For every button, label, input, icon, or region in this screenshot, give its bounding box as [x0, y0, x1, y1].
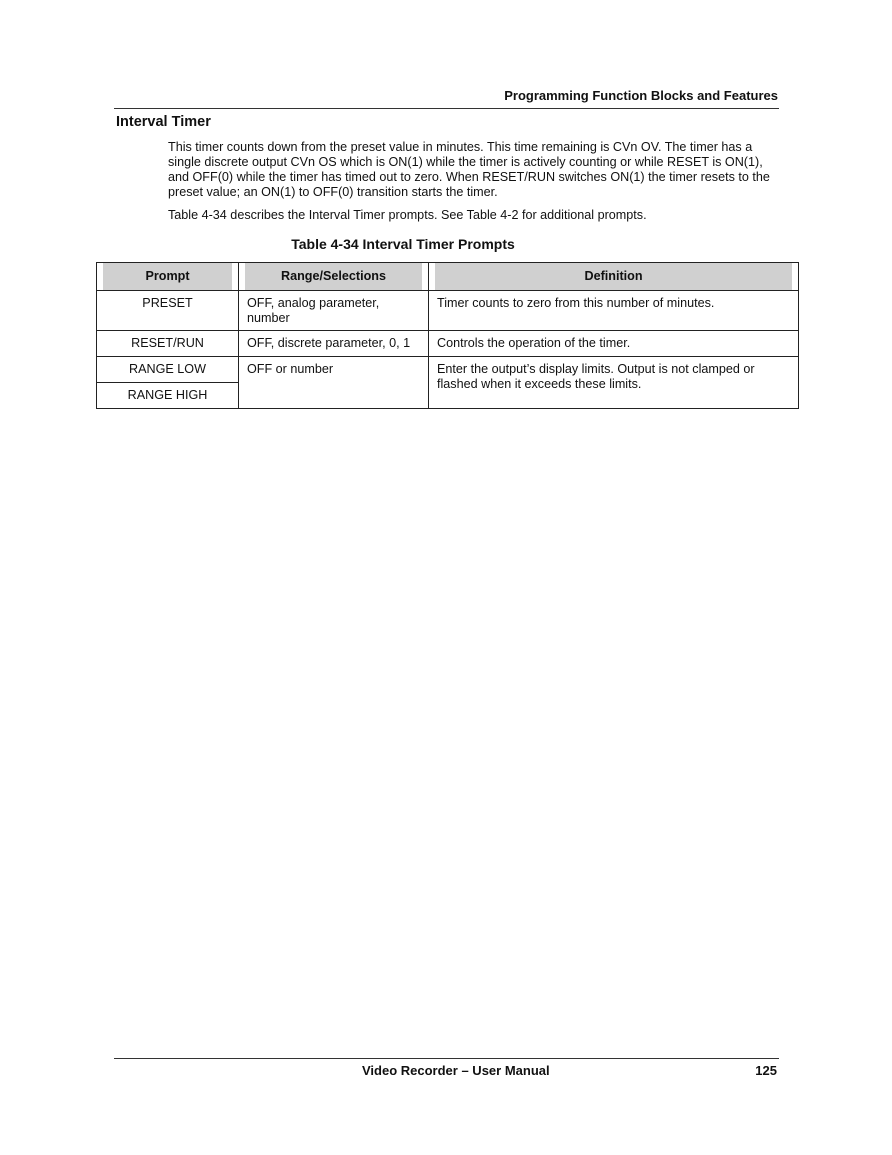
definition-cell: Controls the operation of the timer.: [429, 331, 799, 357]
definition-cell: Timer counts to zero from this number of minutes.: [429, 291, 799, 331]
footer-divider: [114, 1058, 779, 1059]
section-heading: Interval Timer: [116, 114, 211, 130]
definition-cell: Enter the output’s display limits. Output is not clamped or flashed when it exceeds these limits.: [429, 357, 799, 409]
range-cell: OFF, analog parameter, number: [239, 291, 429, 331]
prompt-cell: RESET/RUN: [97, 331, 239, 357]
column-header: Definition: [429, 263, 799, 291]
table-row: [97, 291, 799, 331]
body-paragraph: Table 4-34 describes the Interval Timer prompts. See Table 4-2 for additional prompts.: [168, 208, 647, 222]
prompt-cell: RANGE LOW: [97, 357, 239, 383]
column-header: Prompt: [97, 263, 239, 291]
page-header-title: Programming Function Blocks and Features: [504, 88, 778, 103]
table-header-row: [97, 263, 799, 291]
table-caption: Table 4-34 Interval Timer Prompts: [291, 236, 515, 252]
table-row: [97, 357, 799, 383]
body-paragraph: This timer counts down from the preset value in minutes. This time remaining is CVn OV. The timer has a single discrete output CVn OS which is ON(1) while the timer is actively counting or while RESET is ON(1), and OFF(0) while the timer has timed out to zero. When RESET/RUN switches ON(1) the timer resets to the preset value; an ON(1) to OFF(0) transition starts the timer.: [168, 140, 770, 199]
table-row: [97, 331, 799, 357]
range-cell: OFF or number: [239, 357, 429, 409]
prompts-table: [96, 262, 799, 409]
prompt-cell: RANGE HIGH: [97, 383, 239, 409]
header-divider: [114, 108, 779, 109]
prompt-cell: PRESET: [97, 291, 239, 331]
column-header: Range/Selections: [239, 263, 429, 291]
footer-title: Video Recorder – User Manual: [362, 1063, 550, 1078]
page-number: 125: [755, 1063, 777, 1078]
range-cell: OFF, discrete parameter, 0, 1: [239, 331, 429, 357]
